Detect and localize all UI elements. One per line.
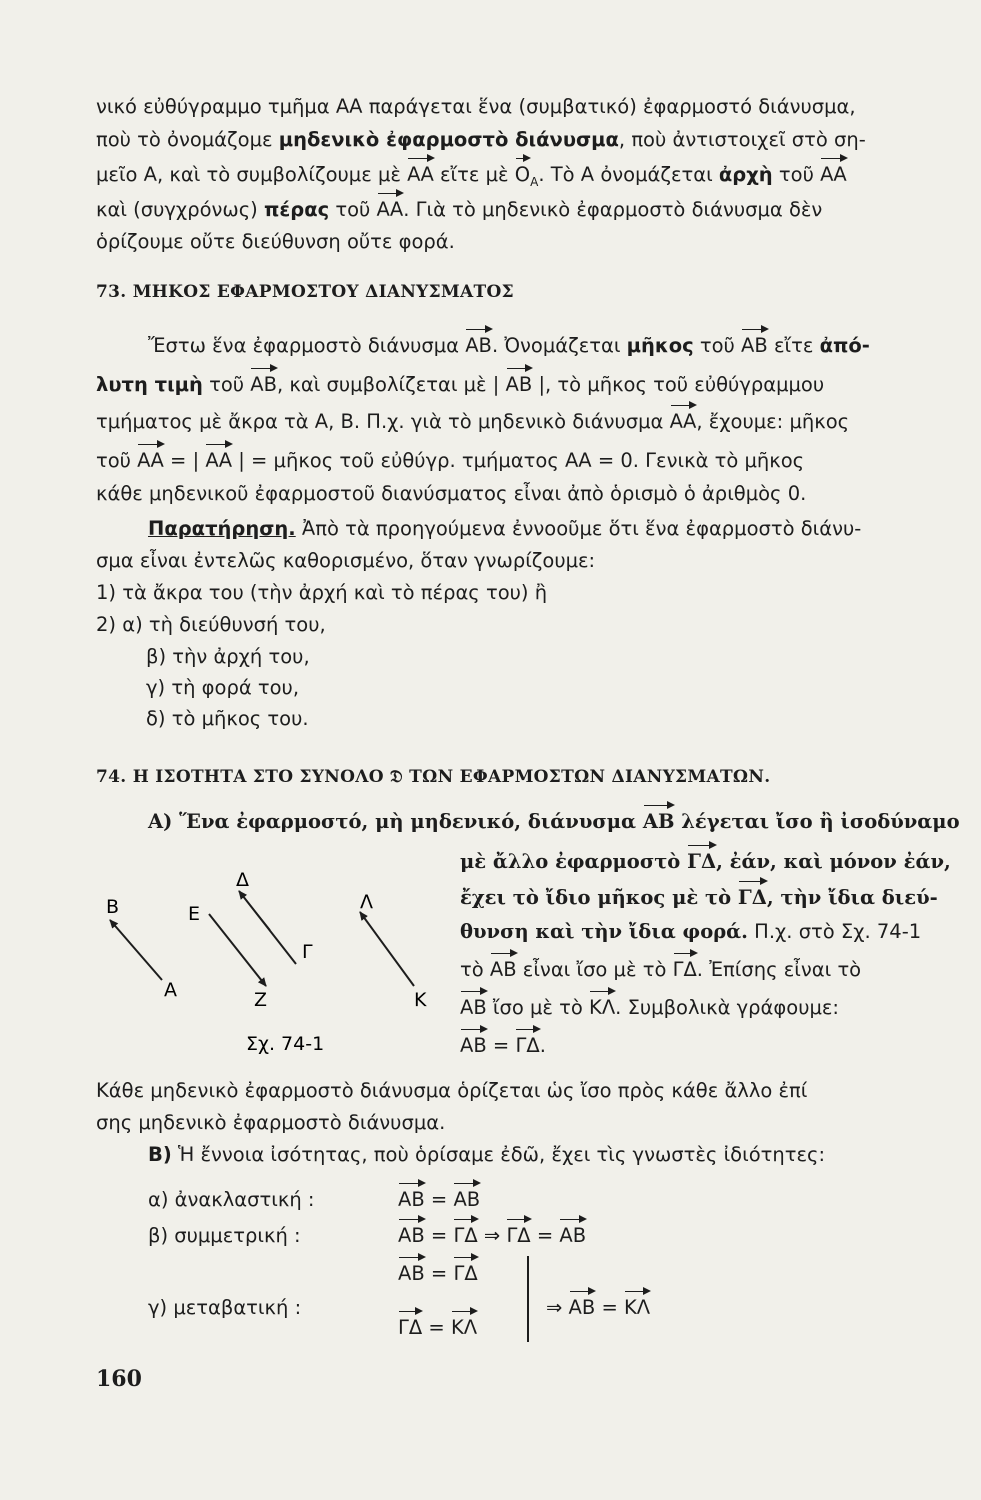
sec74-a-line-3: ἔχει τὸ ἴδιο μῆκος μὲ τὸ ΓΔ, τὴν ἴδια διεύ-: [460, 886, 938, 909]
property-transitive-label: γ) μεταβατική :: [148, 1296, 302, 1319]
label-d: Δ: [236, 869, 249, 891]
sec74-a-line-7: ΑΒ = ΓΔ.: [460, 1034, 546, 1057]
sec73-line-2: λυτη τιμὴ τοῦ ΑΒ, καὶ συμβολίζεται μὲ | ΑΒ |, τὸ μῆκος τοῦ εὐθύγραμμου: [96, 373, 825, 396]
intro-line-2: ποὺ τὸ ὀνομάζομε μηδενικὸ ἐφαρμοστὸ διάνυσμα, ποὺ ἀντιστοιχεῖ στὸ ση-: [96, 128, 866, 151]
label-g: Γ: [302, 941, 313, 963]
remark-line-2: σμα εἶναι ἐντελῶς καθορισμένο, ὅταν γνωρίζουμε:: [96, 549, 596, 572]
zero-vector-line-1: Κάθε μηδενικὸ ἐφαρμοστὸ διάνυσμα ὁρίζεται ὡς ἴσο πρὸς κάθε ἄλλο ἐπί: [96, 1079, 808, 1102]
zero-vector-line-2: σης μηδενικὸ ἐφαρμοστὸ διάνυσμα.: [96, 1111, 446, 1134]
intro-line-4: καὶ (συγχρόνως) πέρας τοῦ ΑΑ. Γιὰ τὸ μηδενικὸ ἐφαρμοστὸ διάνυσμα δὲν: [96, 198, 823, 221]
sec73-line-1: Ἔστω ἕνα ἐφαρμοστὸ διάνυσμα ΑΒ. Ὀνομάζεται μῆκος τοῦ ΑΒ εἴτε ἀπό-: [148, 334, 870, 357]
property-reflexive-label: α) ἀνακλαστική :: [148, 1188, 315, 1211]
sec74-a-line-2: μὲ ἄλλο ἐφαρμοστὸ ΓΔ, ἐάν, καὶ μόνον ἐάν,: [460, 850, 951, 873]
list-item-2d: δ) τὸ μῆκος του.: [146, 707, 309, 730]
label-k: Κ: [414, 989, 427, 1011]
brace: [521, 1256, 529, 1342]
vector-ab-arrow: [110, 920, 162, 980]
sec74-a-line-1: Α) Ἕνα ἐφαρμοστό, μὴ μηδενικό, διάνυσμα ΑΒ λέγεται ἴσο ἢ ἰσοδύναμο: [148, 810, 960, 833]
vector-kl-arrow: [360, 912, 414, 986]
figure-hatch-line: [246, 900, 270, 930]
sec74-a-line-6: ΑΒ ἴσο μὲ τὸ ΚΛ. Συμβολικὰ γράφουμε:: [460, 996, 840, 1019]
section-73-heading: 73. ΜΗΚΟΣ ΕΦΑΡΜΟΣΤΟΥ ΔΙΑΝΥΣΜΑΤΟΣ: [96, 282, 514, 302]
section-74-heading: 74. Η ΙΣΟΤΗΤΑ ΣΤΟ ΣΥΝΟΛΟ 𝔇 ΤΩΝ ΕΦΑΡΜΟΣΤΩΝ ΔΙΑΝΥΣΜΑΤΩΝ.: [96, 767, 771, 787]
sec73-line-4: τοῦ ΑΑ = | ΑΑ | = μῆκος τοῦ εὐθύγρ. τμήματος ΑΑ = 0. Γενικὰ τὸ μῆκος: [96, 449, 805, 472]
label-z: Ζ: [254, 989, 268, 1011]
figure-caption: Σχ. 74-1: [246, 1033, 325, 1055]
list-item-2b: β) τὴν ἀρχή του,: [146, 645, 310, 668]
property-transitive-conclusion: ⇒ ΑΒ = ΚΛ: [546, 1296, 651, 1319]
sec74-a-line-5: τὸ ΑΒ εἶναι ἴσο μὲ τὸ ΓΔ. Ἐπίσης εἶναι τὸ: [460, 958, 862, 981]
intro-line-1: νικό εὐθύγραμμο τμῆμα ΑΑ παράγεται ἕνα (συμβατικό) ἐφαρμοστό διάνυσμα,: [96, 95, 856, 118]
intro-line-5: ὁρίζουμε οὔτε διεύθυνση οὔτε φορά.: [96, 230, 455, 253]
label-l: Λ: [360, 891, 373, 913]
property-transitive-premise-2: ΓΔ = ΚΛ: [398, 1316, 478, 1339]
sec74-a-line-4: θυνση καὶ τὴν ἴδια φορά. Π.χ. στὸ Σχ. 74-1: [460, 920, 922, 943]
page-number: 160: [96, 1366, 142, 1392]
property-reflexive-formula: ΑΒ = ΑΒ: [398, 1188, 481, 1211]
sec73-line-3: τμήματος μὲ ἄκρα τὰ Α, Β. Π.χ. γιὰ τὸ μηδενικὸ διάνυσμα ΑΑ, ἔχουμε: μῆκος: [96, 410, 850, 433]
vector-ez-arrow: [209, 914, 266, 986]
list-item-2c: γ) τὴ φορά του,: [146, 676, 300, 699]
remark-line-1: Παρατήρηση. Ἀπὸ τὰ προηγούμενα ἐννοοῦμε ὅτι ἕνα ἐφαρμοστὸ διάνυ-: [148, 517, 862, 540]
property-transitive-premise-1: ΑΒ = ΓΔ: [398, 1262, 478, 1285]
label-e: Ε: [188, 903, 201, 925]
figure-74-1: [96, 858, 456, 1058]
label-b: Β: [106, 896, 120, 918]
property-symmetric-formula: ΑΒ = ΓΔ ⇒ ΓΔ = ΑΒ: [398, 1224, 587, 1247]
intro-line-3: μεῖο Α, καὶ τὸ συμβολίζουμε μὲ ΑΑ εἴτε μὲ $O_A$. Τὸ Α ὀνομάζεται ἀρχὴ τοῦ ΑΑ: [96, 163, 847, 189]
sec73-line-5: κάθε μηδενικοῦ ἐφαρμοστοῦ διανύσματος εἶναι ἀπὸ ὁρισμὸ ὁ ἀριθμὸς 0.: [96, 482, 807, 505]
list-item-1: 1) τὰ ἄκρα του (τὴν ἀρχή καὶ τὸ πέρας του) ἢ: [96, 581, 548, 604]
label-a: Α: [164, 979, 177, 1001]
sec74-b-line: Β) Ἡ ἔννοια ἰσότητας, ποὺ ὁρίσαμε ἐδῶ, ἔχει τὶς γνωστὲς ἰδιότητες:: [148, 1143, 826, 1166]
list-item-2a: 2) α) τὴ διεύθυνσή του,: [96, 613, 326, 636]
property-symmetric-label: β) συμμετρική :: [148, 1224, 301, 1247]
